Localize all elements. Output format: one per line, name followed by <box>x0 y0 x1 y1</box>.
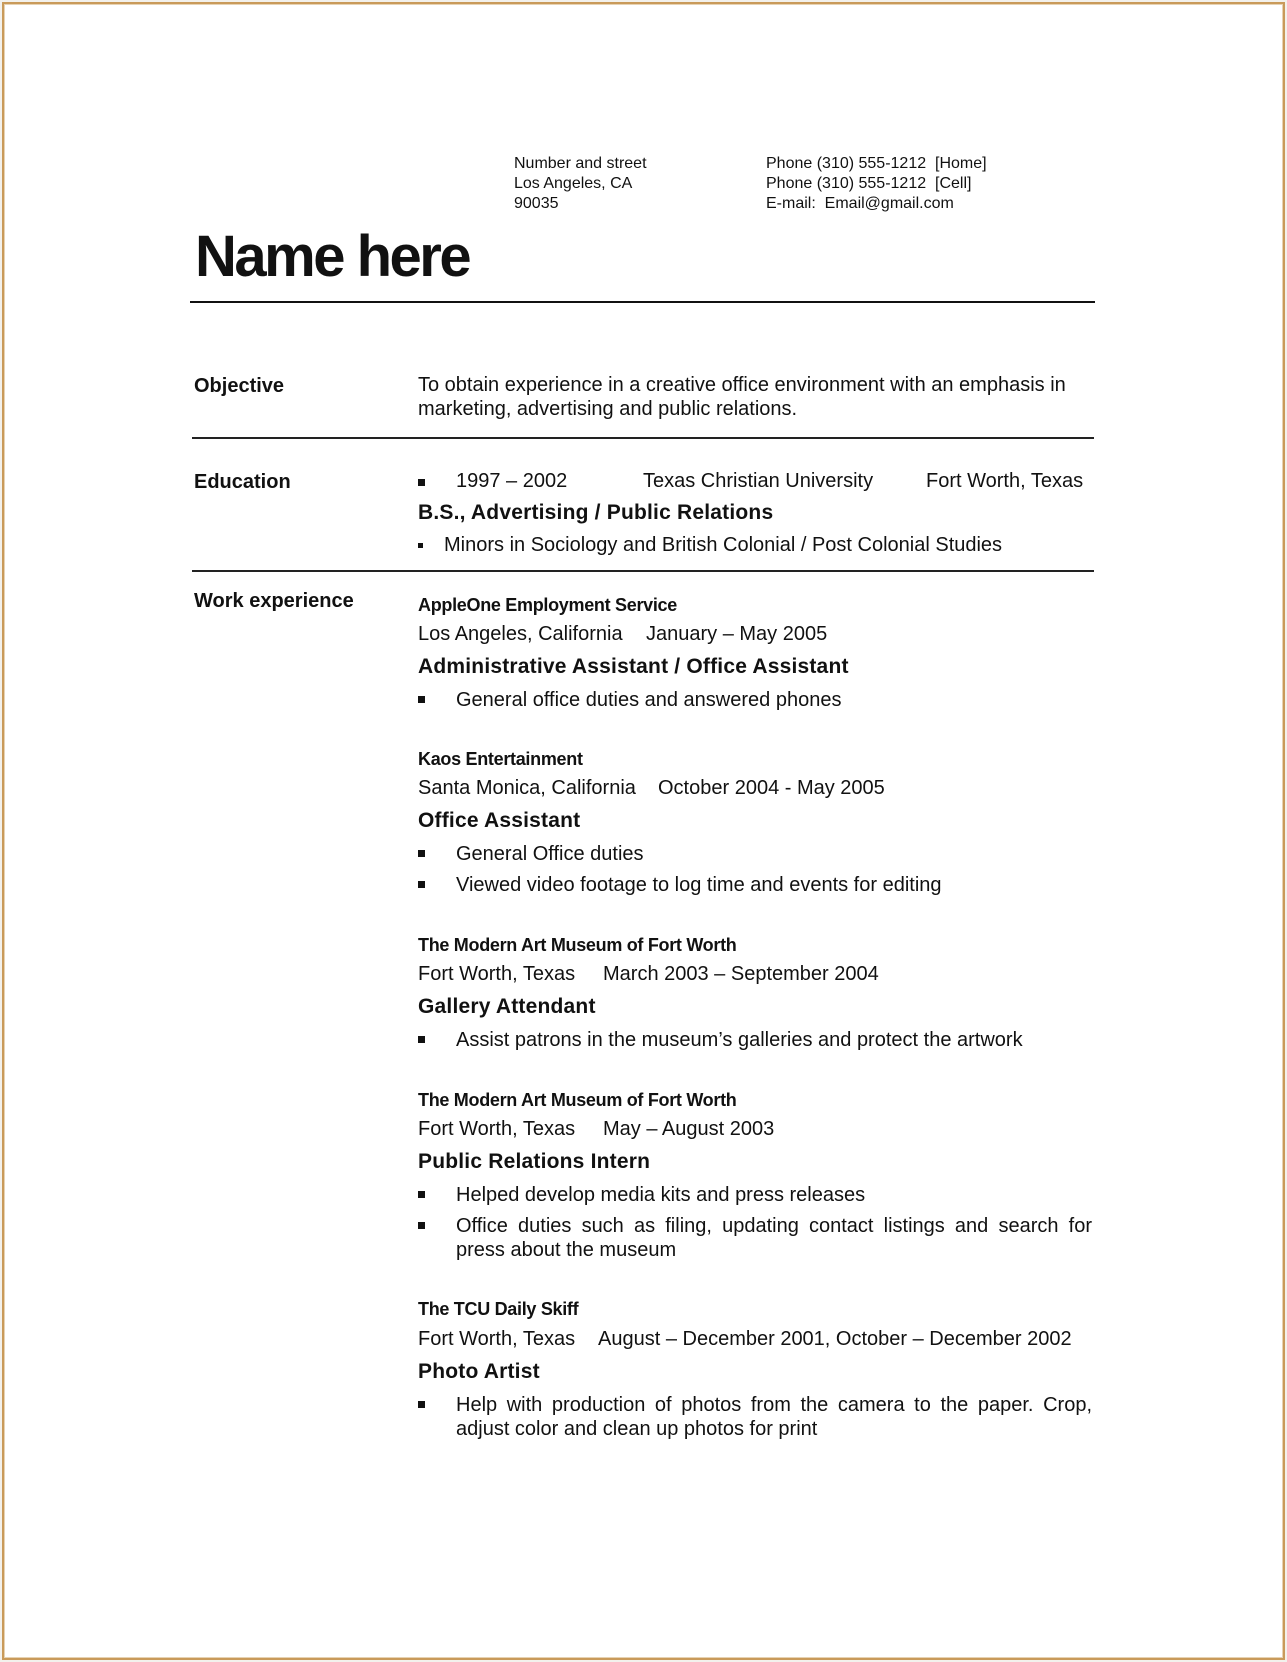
job-bullet <box>418 850 425 857</box>
job-employer: The TCU Daily Skiff <box>418 1299 579 1319</box>
job-title: Public Relations Intern <box>418 1150 651 1173</box>
job-location: Fort Worth, Texas <box>418 1328 576 1350</box>
education-years: 1997 – 2002 <box>456 470 568 492</box>
education-label: Education <box>194 471 291 493</box>
job-duty: Assist patrons in the museum’s galleries and protect the artwork <box>456 1029 1023 1051</box>
objective-text: To obtain experience in a creative office environment with an emphasis in marketing, advertising and public relations. <box>418 374 1066 420</box>
job-duty: Help with production of photos from the camera to the paper. Crop, adjust color and clean up photos for print <box>456 1394 1092 1440</box>
work-label: Work experience <box>194 590 354 612</box>
job-bullet <box>418 696 425 703</box>
job-employer: The Modern Art Museum of Fort Worth <box>418 1090 737 1110</box>
job-bullet <box>418 1401 425 1408</box>
job-dates: March 2003 – September 2004 <box>603 963 879 985</box>
job-title: Office Assistant <box>418 809 581 832</box>
applicant-name: Name here <box>195 224 470 289</box>
job-title: Gallery Attendant <box>418 995 596 1018</box>
contact-email: E-mail: Email@gmail.com <box>766 195 954 212</box>
job-employer: AppleOne Employment Service <box>418 595 677 615</box>
contact-block <box>766 154 987 214</box>
job-location: Fort Worth, Texas <box>418 963 576 985</box>
job-bullet <box>418 1222 425 1229</box>
job-title: Photo Artist <box>418 1360 540 1383</box>
job-bullet <box>418 1191 425 1198</box>
objective-label: Objective <box>194 375 285 397</box>
education-rule <box>192 570 1094 572</box>
job-duty: General Office duties <box>456 843 644 865</box>
job-dates: May – August 2003 <box>603 1118 775 1140</box>
minors-bullet <box>418 543 423 548</box>
job-dates: October 2004 - May 2005 <box>658 777 885 799</box>
education-location: Fort Worth, Texas <box>926 470 1084 492</box>
job-employer: Kaos Entertainment <box>418 749 583 769</box>
education-degree: B.S., Advertising / Public Relations <box>418 501 774 524</box>
job-duty: Helped develop media kits and press releases <box>456 1184 866 1206</box>
education-minors: Minors in Sociology and British Colonial / Post Colonial Studies <box>444 534 1003 556</box>
job-location: Los Angeles, California <box>418 623 623 645</box>
contact-cell-phone: Phone (310) 555-1212 [Cell] <box>766 175 972 192</box>
job-duty: General office duties and answered phones <box>456 689 842 711</box>
header-rule <box>190 301 1095 303</box>
job-bullet <box>418 881 425 888</box>
job-duty: Viewed video footage to log time and events for editing <box>456 874 942 896</box>
contact-home-phone: Phone (310) 555-1212 [Home] <box>766 155 987 172</box>
address-city: Los Angeles, CA <box>514 175 633 192</box>
job-location: Fort Worth, Texas <box>418 1118 576 1140</box>
job-location: Santa Monica, California <box>418 777 636 799</box>
address-zip: 90035 <box>514 195 559 212</box>
job-duty: Office duties such as filing, updating contact listings and search for press about the museum <box>456 1215 1092 1261</box>
job-employer: The Modern Art Museum of Fort Worth <box>418 935 737 955</box>
education-school: Texas Christian University <box>643 470 874 492</box>
job-title: Administrative Assistant / Office Assistant <box>418 655 849 678</box>
job-bullet <box>418 1036 425 1043</box>
job-dates: January – May 2005 <box>646 623 828 645</box>
address-block <box>514 154 647 214</box>
objective-rule <box>192 437 1094 439</box>
job-dates: August – December 2001, October – December 2002 <box>598 1328 1072 1350</box>
education-bullet <box>418 479 425 486</box>
address-street: Number and street <box>514 155 647 172</box>
